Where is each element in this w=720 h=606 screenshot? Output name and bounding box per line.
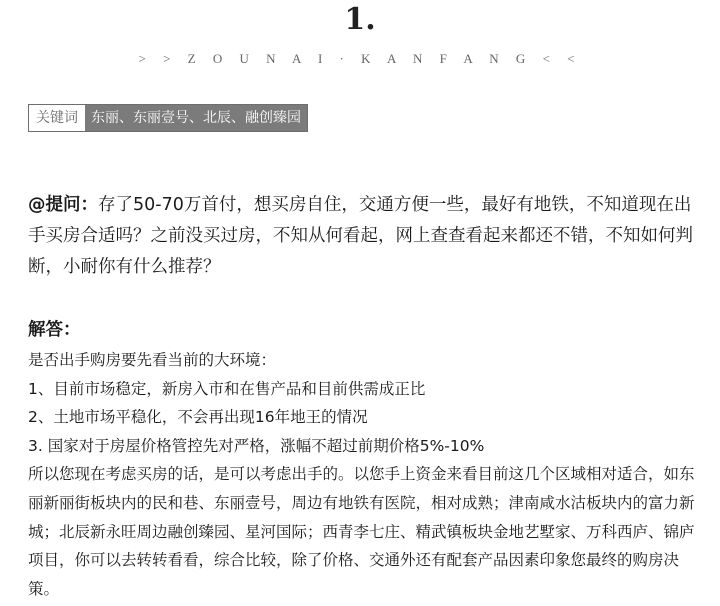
keyword-values: 东丽、东丽壹号、北辰、融创臻园 xyxy=(85,105,307,131)
answer-line: 是否出手购房要先看当前的大环境： xyxy=(28,351,277,369)
answer-line: 1、目前市场稳定，新房入市和在售产品和目前供需成正比 xyxy=(28,379,426,398)
answer-title: 解答： xyxy=(28,320,81,340)
answer-line: 3. 国家对于房屋价格管控先对严格，涨幅不超过前期价格5%-10% xyxy=(28,436,485,455)
answer-paragraph: 所以您现在考虑买房的话，是可以考虑出手的。以您手上资金来看目前这几个区域相对适合，如东丽新丽街板块内的民和巷、东丽壹号，周边有地铁有医院，相对成熟；津南咸水沽板块内的富力新城；北辰新永旺周边融创臻园、星河国际；西青李七庄、精武镇板块金地艺墅家、万科西庐、锦庐项目，你可以去转转看看，综合比较，除了价格、交通外还有配套产品因素印象您最终的购房决策。 xyxy=(28,465,695,598)
question-text: 存了50-70万首付，想买房自住，交通方便一些，最好有地铁，不知道现在出手买房合适吗？之前没买过房，不知从何看起，网上查查看起来都还不错，不知如何判断，小耐你有什么推荐？ xyxy=(28,195,693,277)
question-paragraph xyxy=(28,190,708,283)
answer-body xyxy=(28,346,708,603)
section-number: 1. xyxy=(344,2,376,37)
answer-line: 2、土地市场平稳化，不会再出现16年地王的情况 xyxy=(28,408,368,427)
section-subtitle: > > Z O U N A I · K A N F A N G < < xyxy=(138,51,582,66)
keyword-label: 关键词 xyxy=(29,105,85,131)
keyword-tag-box xyxy=(28,104,308,132)
question-lead: @提问： xyxy=(28,195,98,215)
